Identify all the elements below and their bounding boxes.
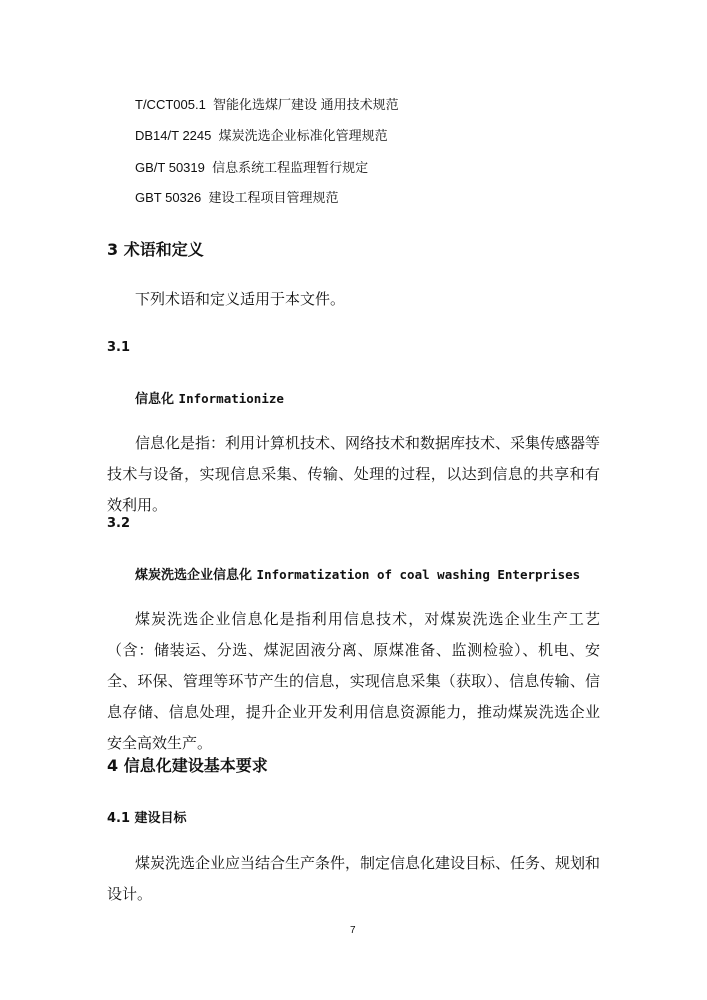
section-heading: 4 信息化建设基本要求 [107, 756, 268, 775]
term-title [135, 566, 580, 585]
reference-code: GB/T 50319 [135, 160, 205, 175]
reference-title: 信息系统工程监理暂行规定 [212, 160, 369, 175]
reference-item [135, 159, 368, 177]
clause-number: 3.1 [107, 340, 131, 355]
reference-title: 智能化选煤厂建设 通用技术规范 [213, 97, 399, 112]
reference-code: DB14/T 2245 [135, 128, 212, 143]
reference-title: 建设工程项目管理规范 [208, 190, 339, 205]
section-heading: 3 术语和定义 [107, 240, 204, 259]
reference-code: T/CCT005.1 [135, 97, 206, 112]
term-definition: 信息化是指：利用计算机技术、网络技术和数据库技术、采集传感器等技术与设备，实现信息采集、传输、处理的过程，以达到信息的共享和有效利用。 [107, 434, 601, 514]
term-zh: 信息化 [135, 392, 175, 407]
page-number: 7 [350, 925, 356, 936]
term-en: Informatization of coal washing Enterprises [256, 567, 581, 582]
reference-code: GBT 50326 [135, 190, 202, 205]
reference-title: 煤炭洗选企业标准化管理规范 [218, 128, 388, 143]
section-intro: 下列术语和定义适用于本文件。 [135, 290, 346, 308]
term-definition: 煤炭洗选企业信息化是指利用信息技术，对煤炭洗选企业生产工艺（含：储装运、分选、煤泥固液分离、原煤准备、监测检验）、机电、安全、环保、管理等环节产生的信息，实现信息采集（获取）、信息传输、信息存储、信息处理，提升企业开发利用信息资源能力，推动煤炭洗选企业安全高效生产。 [107, 610, 600, 752]
reference-item [135, 189, 339, 207]
term-zh: 煤炭洗选企业信息化 [135, 568, 253, 583]
subsection-heading: 4.1 建设目标 [107, 811, 187, 826]
term-en: Informationize [178, 391, 284, 406]
clause-number: 3.2 [107, 516, 131, 531]
section-text: 煤炭洗选企业应当结合生产条件，制定信息化建设目标、任务、规划和设计。 [107, 854, 601, 903]
reference-item [135, 127, 388, 145]
term-title [135, 390, 284, 409]
reference-item [135, 96, 399, 114]
